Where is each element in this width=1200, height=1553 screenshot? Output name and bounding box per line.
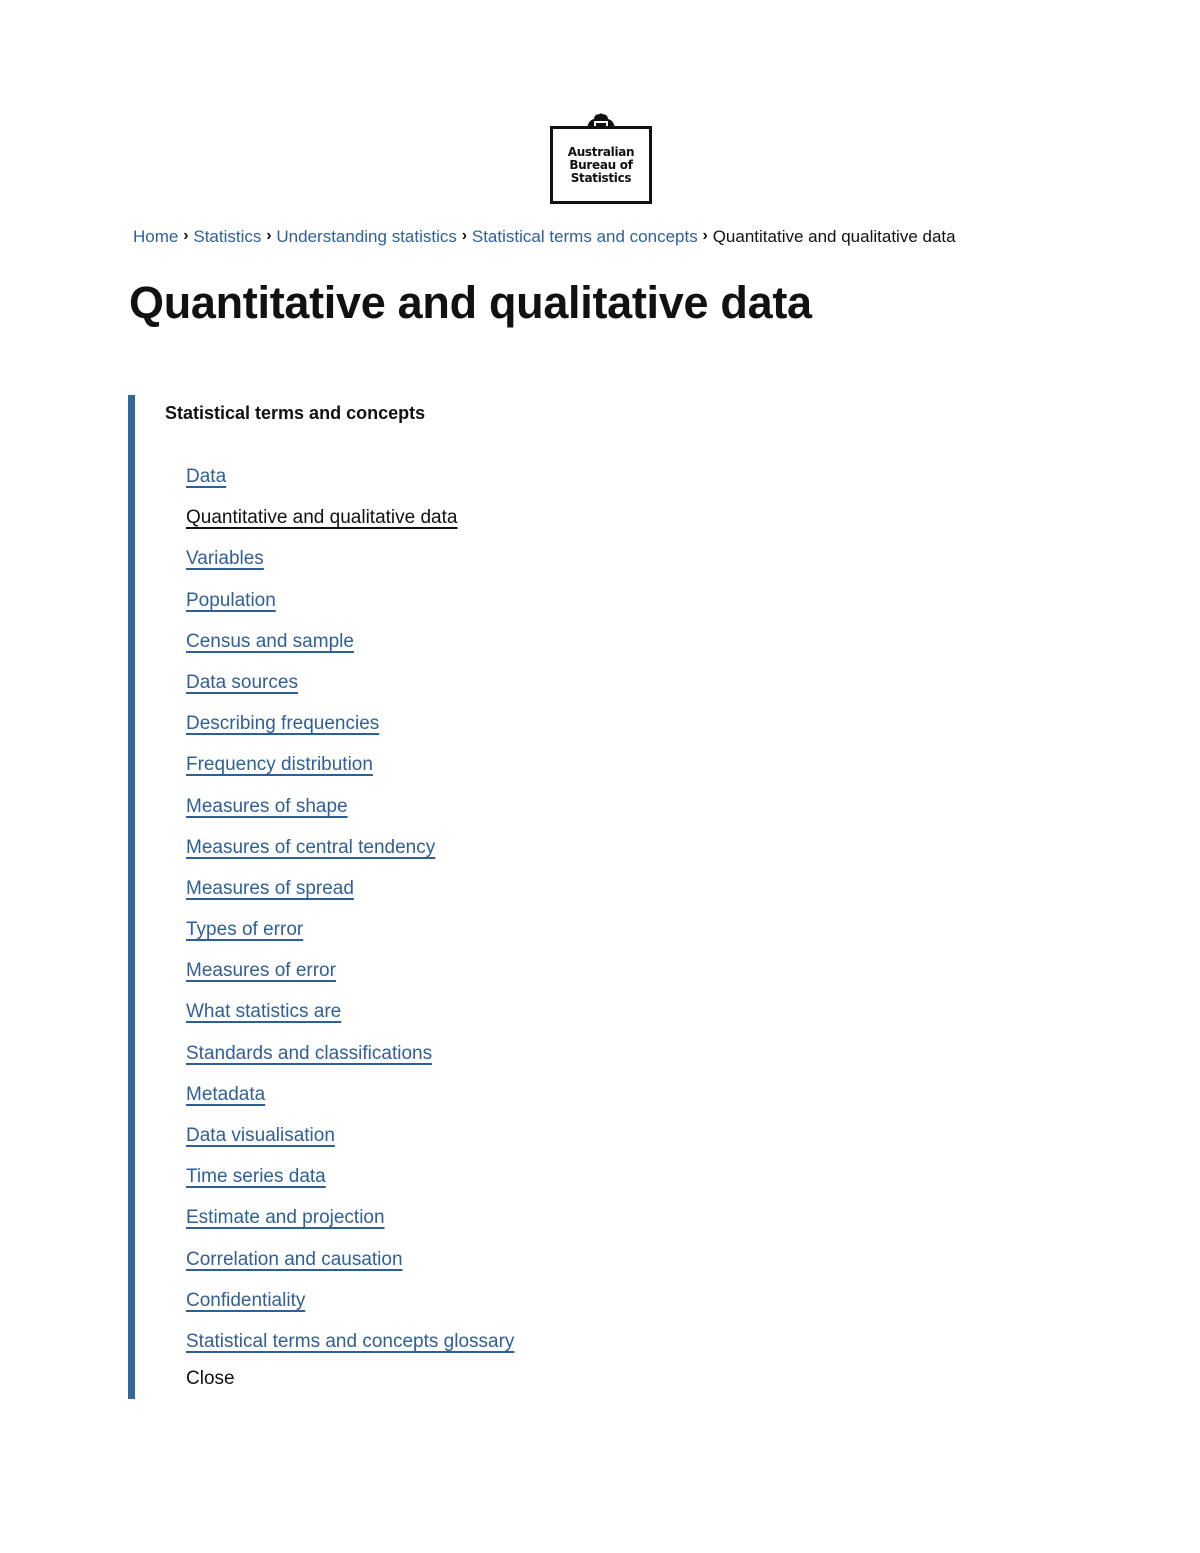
- nav-link-describing-frequencies[interactable]: Describing frequencies: [186, 713, 380, 735]
- logo-line-2: Bureau of: [569, 158, 633, 172]
- nav-link-variables[interactable]: Variables: [186, 548, 264, 570]
- nav-link-frequency-distribution[interactable]: Frequency distribution: [186, 754, 373, 776]
- side-nav-item: [186, 834, 514, 875]
- nav-link-confidentiality[interactable]: Confidentiality: [186, 1289, 306, 1311]
- logo-line-1: Australian: [567, 145, 635, 159]
- nav-link-quantitative-and-qualitative-data[interactable]: Quantitative and qualitative data: [186, 507, 458, 529]
- nav-link-measures-of-spread[interactable]: Measures of spread: [186, 877, 354, 899]
- page-title: Quantitative and qualitative data: [129, 277, 812, 328]
- side-nav-item: [186, 504, 514, 545]
- logo-wordmark: [550, 146, 652, 185]
- side-nav-item: [186, 669, 514, 710]
- nav-link-measures-of-error[interactable]: Measures of error: [186, 960, 336, 982]
- side-nav-item: [186, 1081, 514, 1122]
- side-nav-item: [186, 545, 514, 586]
- side-nav-item: [186, 916, 514, 957]
- breadcrumb-understanding-statistics[interactable]: Understanding statistics: [276, 227, 457, 246]
- side-nav-heading: Statistical terms and concepts: [165, 403, 426, 423]
- chevron-right-icon: ›: [183, 227, 189, 244]
- chevron-right-icon: ›: [461, 227, 468, 244]
- chevron-right-icon: ›: [702, 227, 708, 244]
- side-nav-item: [186, 998, 514, 1039]
- nav-link-measures-of-shape[interactable]: Measures of shape: [186, 795, 348, 817]
- nav-link-glossary[interactable]: Statistical terms and concepts glossary: [186, 1330, 515, 1352]
- nav-link-estimate-and-projection[interactable]: Estimate and projection: [186, 1207, 385, 1229]
- nav-link-population[interactable]: Population: [186, 589, 276, 611]
- nav-link-time-series-data[interactable]: Time series data: [186, 1166, 326, 1188]
- side-nav-item: [186, 628, 514, 669]
- nav-link-data-visualisation[interactable]: Data visualisation: [186, 1125, 335, 1146]
- breadcrumb-current: Quantitative and qualitative data: [712, 227, 956, 246]
- nav-link-metadata[interactable]: Metadata: [186, 1083, 266, 1105]
- breadcrumb-statistical-terms[interactable]: Statistical terms and concepts: [471, 227, 698, 246]
- breadcrumb-statistics[interactable]: Statistics: [193, 227, 262, 246]
- chevron-right-icon: ›: [266, 227, 272, 244]
- nav-link-what-statistics-are[interactable]: What statistics are: [186, 1001, 342, 1023]
- side-nav-accent-bar: [128, 395, 135, 1399]
- side-nav-item: [186, 793, 514, 834]
- side-nav-item: [186, 751, 514, 792]
- side-nav-list: [186, 463, 514, 1369]
- nav-link-census-and-sample[interactable]: Census and sample: [186, 630, 354, 652]
- side-nav-item: [186, 1204, 514, 1245]
- breadcrumb: [133, 226, 956, 248]
- side-nav-item: [186, 463, 514, 504]
- side-nav-item: [186, 875, 514, 916]
- nav-link-correlation-and-causation[interactable]: Correlation and causation: [186, 1248, 403, 1270]
- logo-line-3: Statistics: [570, 171, 632, 185]
- side-nav-item: [186, 587, 514, 628]
- nav-link-types-of-error[interactable]: Types of error: [186, 919, 304, 941]
- abs-logo[interactable]: [550, 112, 652, 204]
- close-button[interactable]: Close: [186, 1368, 235, 1389]
- side-nav-item: [186, 1246, 514, 1287]
- nav-link-data-sources[interactable]: Data sources: [186, 671, 298, 693]
- side-nav-item: [186, 710, 514, 751]
- nav-link-measures-of-central-tendency[interactable]: Measures of central tendency: [186, 836, 436, 858]
- side-nav-item: [186, 1040, 514, 1081]
- breadcrumb-home[interactable]: Home: [133, 227, 179, 246]
- side-nav-item: [186, 1287, 514, 1328]
- side-nav: [128, 395, 688, 1399]
- nav-link-standards-and-classifications[interactable]: Standards and classifications: [186, 1042, 433, 1064]
- side-nav-item: [186, 1328, 514, 1369]
- side-nav-item: [186, 1122, 514, 1163]
- nav-link-data[interactable]: Data: [186, 466, 227, 487]
- side-nav-item: [186, 957, 514, 998]
- side-nav-item: [186, 1163, 514, 1204]
